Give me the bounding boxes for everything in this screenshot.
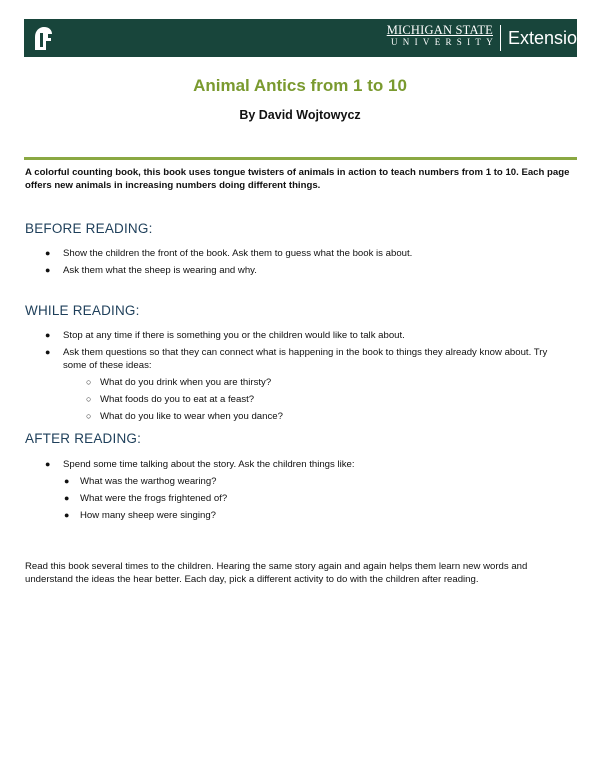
after-reading-heading: AFTER READING: <box>25 431 142 446</box>
before-reading-list <box>0 247 600 281</box>
circle-bullet-icon: ○ <box>86 377 92 387</box>
sub-list-item: ● What was the warthog wearing? <box>64 476 217 487</box>
bullet-icon: ● <box>64 476 70 486</box>
while-reading-list <box>0 329 600 427</box>
sub-list-item: ● How many sheep were singing? <box>64 510 216 521</box>
bullet-icon: ● <box>45 265 51 275</box>
bullet-icon: ● <box>45 347 51 357</box>
bullet-icon: ● <box>45 330 51 340</box>
list-item: ● Spend some time talking about the story. Ask the children things like: ● What was the warthog wearing? ● What were the frogs frightened of? ● How many sheep were singing? <box>0 458 553 522</box>
sub-list-item: ● What were the frogs frightened of? <box>64 493 228 504</box>
intro-paragraph: A colorful counting book, this book uses tongue twisters of animals in action to teach numbers from 1 to 10. Each page offers new animals in increasing numbers doing different things. <box>25 167 570 191</box>
bullet-icon: ● <box>45 459 51 469</box>
list-item: ● Ask them what the sheep is wearing and why. <box>45 265 257 276</box>
university-line2: UNIVERSITY <box>391 37 498 47</box>
sub-list-item: ○ What do you drink when you are thirsty? <box>86 377 272 388</box>
author-line: By David Wojtowycz <box>239 108 361 122</box>
before-reading-heading: BEFORE READING: <box>25 221 153 236</box>
sub-list-item: ○ What foods do you to eat at a feast? <box>86 394 255 405</box>
msu-wordmark <box>363 23 498 48</box>
bullet-icon: ● <box>45 248 51 258</box>
header-banner <box>24 19 588 57</box>
list-item: ● Ask them questions so that they can connect what is happening in the book to things they already know about. Try some of these ideas: ○ What do you drink when you are thirsty? ○ What foods do you to eat at a feast? ○ What do you like to wear when you dance? <box>0 346 548 423</box>
list-item: ● Stop at any time if there is something you or the children would like to talk about. <box>45 330 405 341</box>
spartan-helmet-icon <box>32 25 54 51</box>
after-reading-list <box>0 458 600 526</box>
wordmark-divider <box>500 25 501 51</box>
extension-label: Extension <box>508 28 588 48</box>
sub-list-item: ○ What do you like to wear when you dance? <box>86 411 283 422</box>
page-title: Animal Antics from 1 to 10 <box>193 76 407 95</box>
bullet-icon: ● <box>64 493 70 503</box>
while-reading-sublist <box>63 376 548 423</box>
bullet-icon: ● <box>64 510 70 520</box>
closing-paragraph: Read this book several times to the children. Hearing the same story again and again helps them learn new words and understand the ideas the hear better. Each day, pick a different activity to do with the children after reading. <box>25 561 528 585</box>
university-line1: MICHIGAN STATE <box>386 23 493 37</box>
list-item: ● Show the children the front of the book. Ask them to guess what the book is about. <box>45 248 413 259</box>
circle-bullet-icon: ○ <box>86 394 92 404</box>
after-reading-sublist <box>63 475 553 522</box>
while-reading-heading: WHILE READING: <box>25 303 140 318</box>
circle-bullet-icon: ○ <box>86 411 92 421</box>
section-rule <box>24 157 577 160</box>
